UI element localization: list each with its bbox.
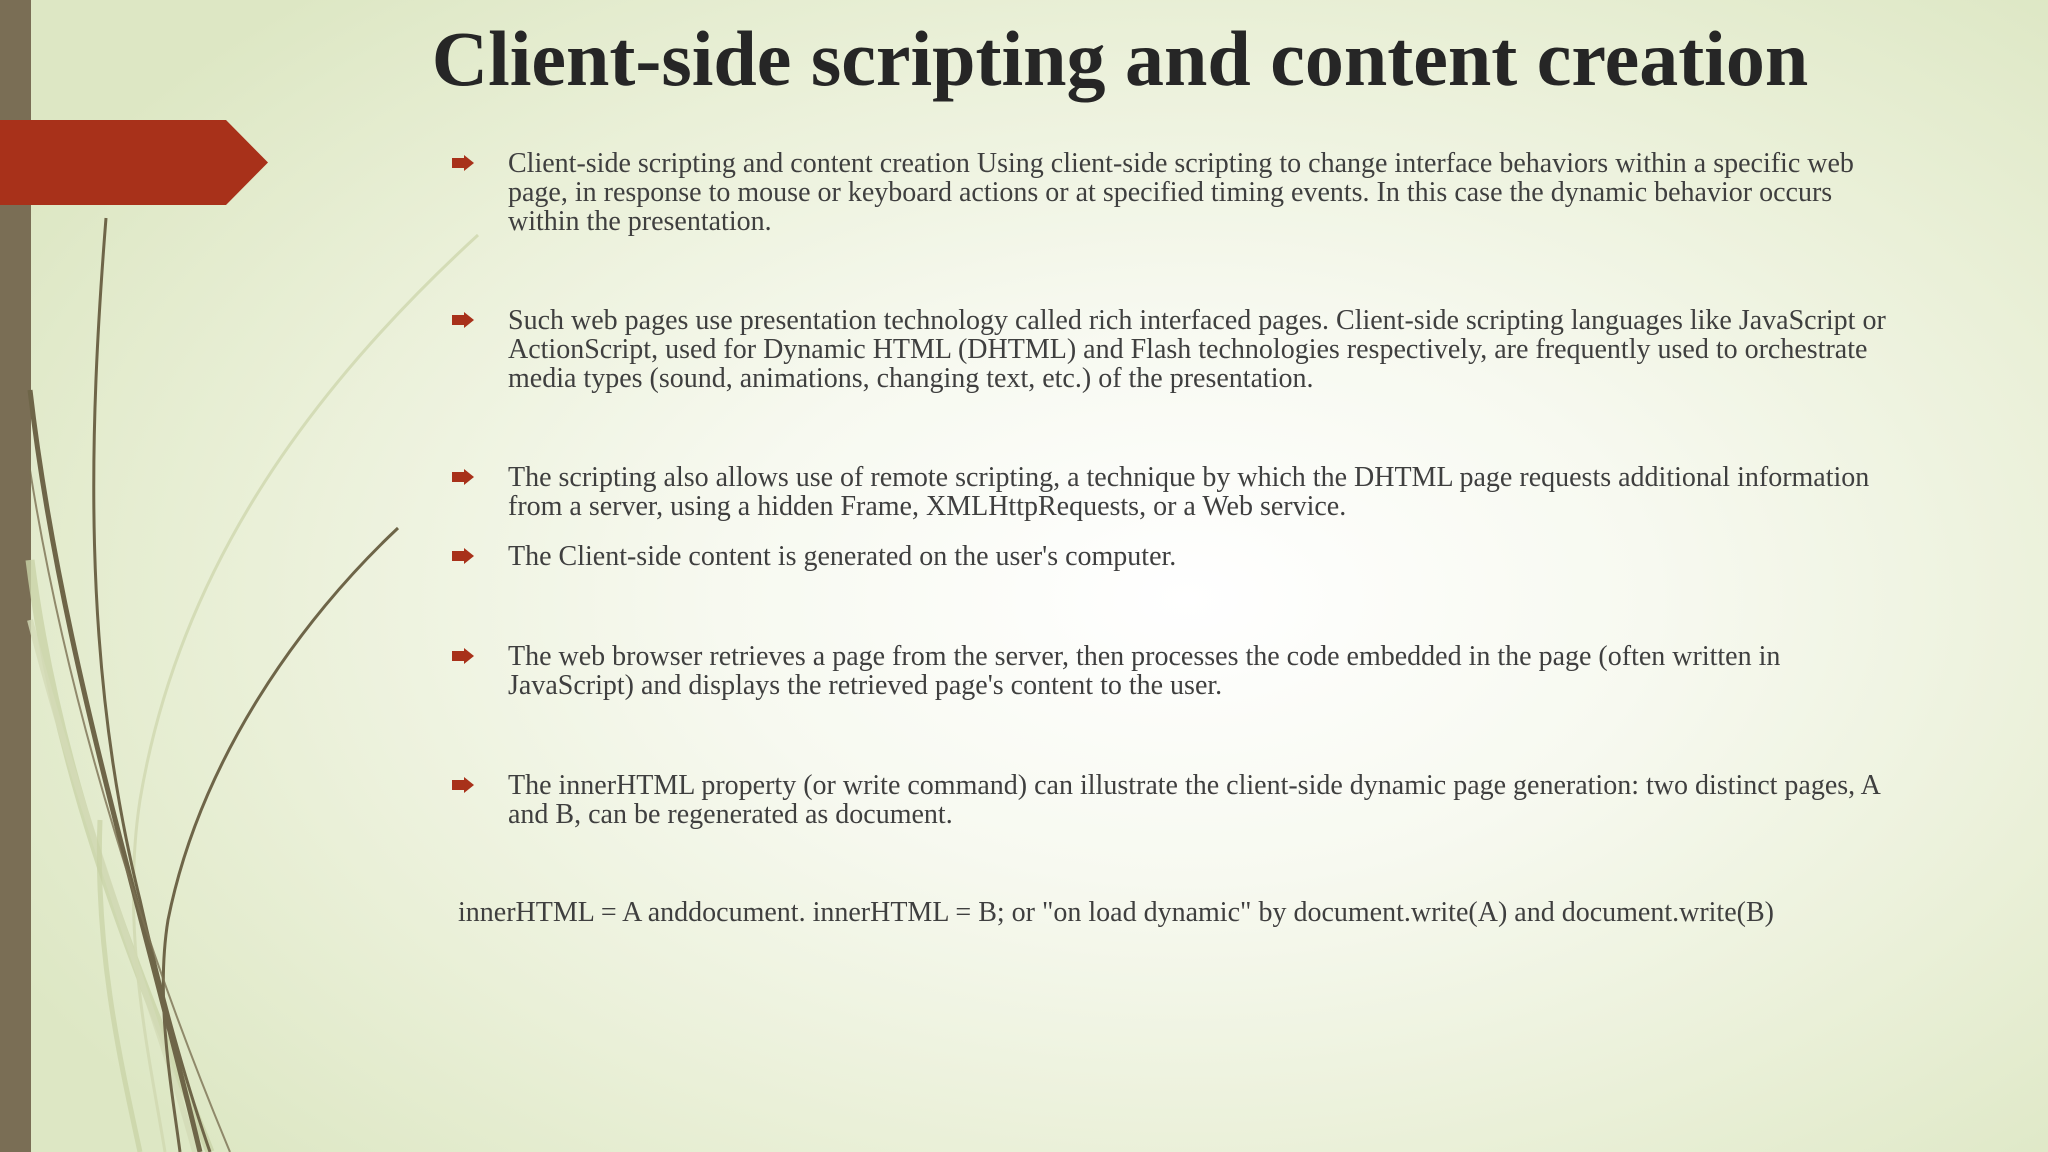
arrow-bullet-icon <box>452 548 474 564</box>
arrow-bullet-icon <box>452 155 474 171</box>
bullet-text: Such web pages use presentation technology called rich interfaced pages. Client-side scripting languages like JavaScript or ActionScript, used for Dynamic HTML (DHTML) and Flash technologies respectively, are frequently used to orchestrate media types (sound, animations, changing text, etc.) of the presentation. <box>508 305 1886 394</box>
arrow-bullet-icon <box>452 312 474 328</box>
bullet-text: The innerHTML property (or write command) can illustrate the client-side dynamic page generation: two distinct pages, A and B, can be regenerated as document. <box>508 770 1880 830</box>
bullet-text: The scripting also allows use of remote scripting, a technique by which the DHTML page requests additional information from a server, using a hidden Frame, XMLHttpRequests, or a Web service. <box>508 462 1870 522</box>
accent-tab-arrow <box>0 120 268 205</box>
code-example-line: innerHTML = A anddocument. innerHTML = B; or "on load dynamic" by document.write(A) and document.write(B) <box>458 897 1774 928</box>
bullet-text: The Client-side content is generated on the user's computer. <box>508 541 1177 572</box>
arrow-bullet-icon <box>452 469 474 485</box>
bullet-text: Client-side scripting and content creation Using client-side scripting to change interface behaviors within a specific web page, in response to mouse or keyboard actions or at specified timing events. In this case the dynamic behavior occurs within the presentation. <box>508 148 1854 237</box>
slide-title: Client-side scripting and content creation <box>431 15 1809 102</box>
bullet-text: The web browser retrieves a page from the server, then processes the code embedded in the page (often written in JavaScript) and displays the retrieved page's content to the user. <box>508 641 1781 701</box>
arrow-bullet-icon <box>452 648 474 664</box>
arrow-bullet-icon <box>452 777 474 793</box>
